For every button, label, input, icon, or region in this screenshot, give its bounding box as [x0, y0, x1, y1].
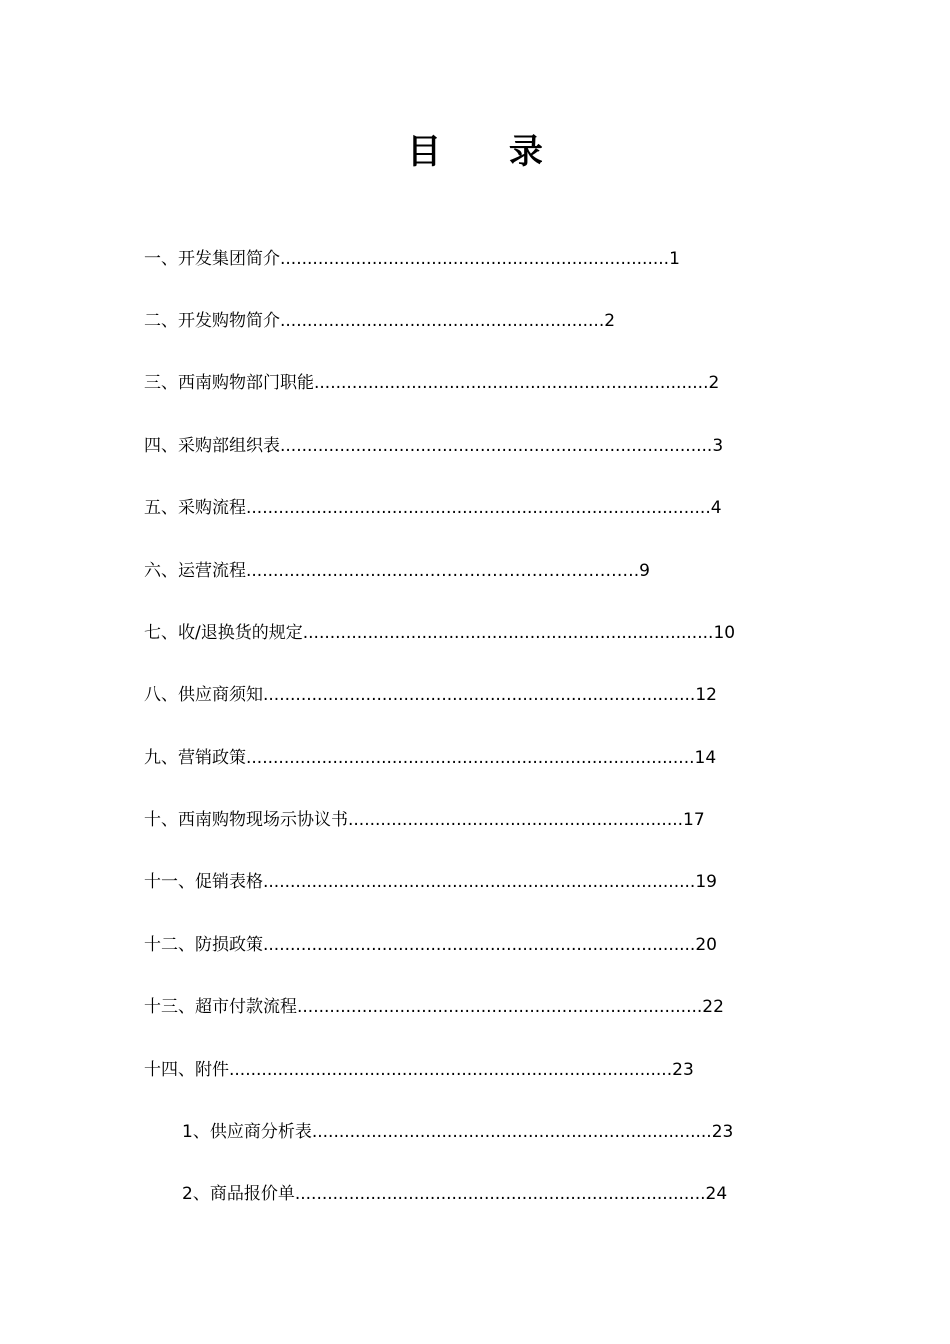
toc-item-label: 十二、防损政策 — [144, 935, 263, 955]
toc-item-label: 十一、促销表格 — [144, 872, 263, 892]
toc-item-page: 9 — [639, 561, 650, 581]
toc-item-page: 17 — [683, 810, 705, 830]
toc-item-page: 4 — [710, 498, 722, 518]
toc-item-4[interactable] — [144, 434, 723, 458]
toc-item-label: 七、收/退换货的规定 — [144, 623, 303, 643]
toc-item-8[interactable] — [144, 683, 717, 707]
toc-item-page: 2 — [604, 311, 616, 331]
toc-item-leader: ............................................................ — [280, 311, 605, 331]
toc-item-5[interactable] — [144, 496, 722, 520]
toc-item-7[interactable] — [144, 621, 735, 645]
toc-item-page: 20 — [695, 935, 717, 955]
toc-item-6[interactable] — [144, 559, 650, 583]
toc-item-leader: ........................................................................... — [297, 997, 703, 1017]
toc-item-3[interactable] — [144, 371, 719, 395]
toc-item-leader: ................................................................................ — [280, 436, 713, 456]
toc-item-leader: ......................................................................... — [314, 373, 709, 393]
toc-item-leader: ................................................................................ — [263, 935, 696, 955]
toc-item-label: 九、营销政策 — [144, 748, 246, 768]
toc-item-leader: ................................................................................ — [263, 872, 696, 892]
toc-item-label: 1、供应商分析表 — [182, 1122, 312, 1142]
toc-item-leader: ............................................................................ — [294, 1184, 706, 1204]
toc-item-leader: ........................................................................ — [280, 249, 670, 269]
toc-item-leader: ................................................................................ — [263, 685, 696, 705]
toc-item-page: 2 — [708, 373, 720, 393]
toc-item-leader: ............................................................................ — [302, 623, 714, 643]
toc-item-leader: .................................................................................. — [229, 1060, 673, 1080]
toc-item-label: 十、西南购物现场示协议书 — [144, 810, 348, 830]
toc-item-label: 十四、附件 — [144, 1060, 229, 1080]
toc-item-14[interactable] — [144, 1058, 694, 1082]
toc-item-9[interactable] — [144, 746, 716, 770]
page-title: 目 录 — [407, 132, 571, 172]
toc-item-label: 六、运营流程 — [144, 561, 246, 581]
toc-item-page: 3 — [712, 436, 724, 456]
toc-item-leader: ................................................................................... — [246, 748, 695, 768]
toc-subitem-2[interactable] — [182, 1182, 727, 1206]
toc-item-12[interactable] — [144, 933, 717, 957]
toc-item-page: 24 — [705, 1184, 728, 1204]
toc-item-page: 10 — [713, 623, 736, 643]
toc-item-10[interactable] — [144, 808, 705, 832]
toc-item-label: 八、供应商须知 — [144, 685, 263, 705]
toc-item-label: 二、开发购物简介 — [144, 311, 280, 331]
toc-item-label: 三、西南购物部门职能 — [144, 373, 314, 393]
toc-item-1[interactable] — [144, 247, 680, 271]
toc-item-11[interactable] — [144, 870, 717, 894]
toc-item-page: 23 — [711, 1122, 734, 1142]
toc-item-page: 19 — [695, 872, 717, 892]
toc-item-page: 12 — [695, 685, 717, 705]
toc-item-label: 2、商品报价单 — [182, 1184, 295, 1204]
toc-item-label: 五、采购流程 — [144, 498, 246, 518]
toc-item-leader: ...................................................................................... — [246, 498, 711, 518]
toc-item-leader: ..................................………………………………. — [246, 561, 640, 581]
toc-item-leader: .............................................................. — [348, 810, 684, 830]
toc-item-page: 14 — [694, 748, 717, 768]
toc-item-label: 四、采购部组织表 — [144, 436, 280, 456]
toc-item-page: 22 — [702, 997, 724, 1017]
toc-item-page: 1 — [669, 249, 680, 269]
toc-item-label: 十三、超市付款流程 — [144, 997, 297, 1017]
toc-item-page: 23 — [672, 1060, 694, 1080]
toc-item-label: 一、开发集团简介 — [144, 249, 280, 269]
toc-item-13[interactable] — [144, 995, 724, 1019]
toc-subitem-1[interactable] — [182, 1120, 733, 1144]
toc-item-leader: .......................................................................... — [311, 1122, 712, 1142]
toc-item-2[interactable] — [144, 309, 615, 333]
